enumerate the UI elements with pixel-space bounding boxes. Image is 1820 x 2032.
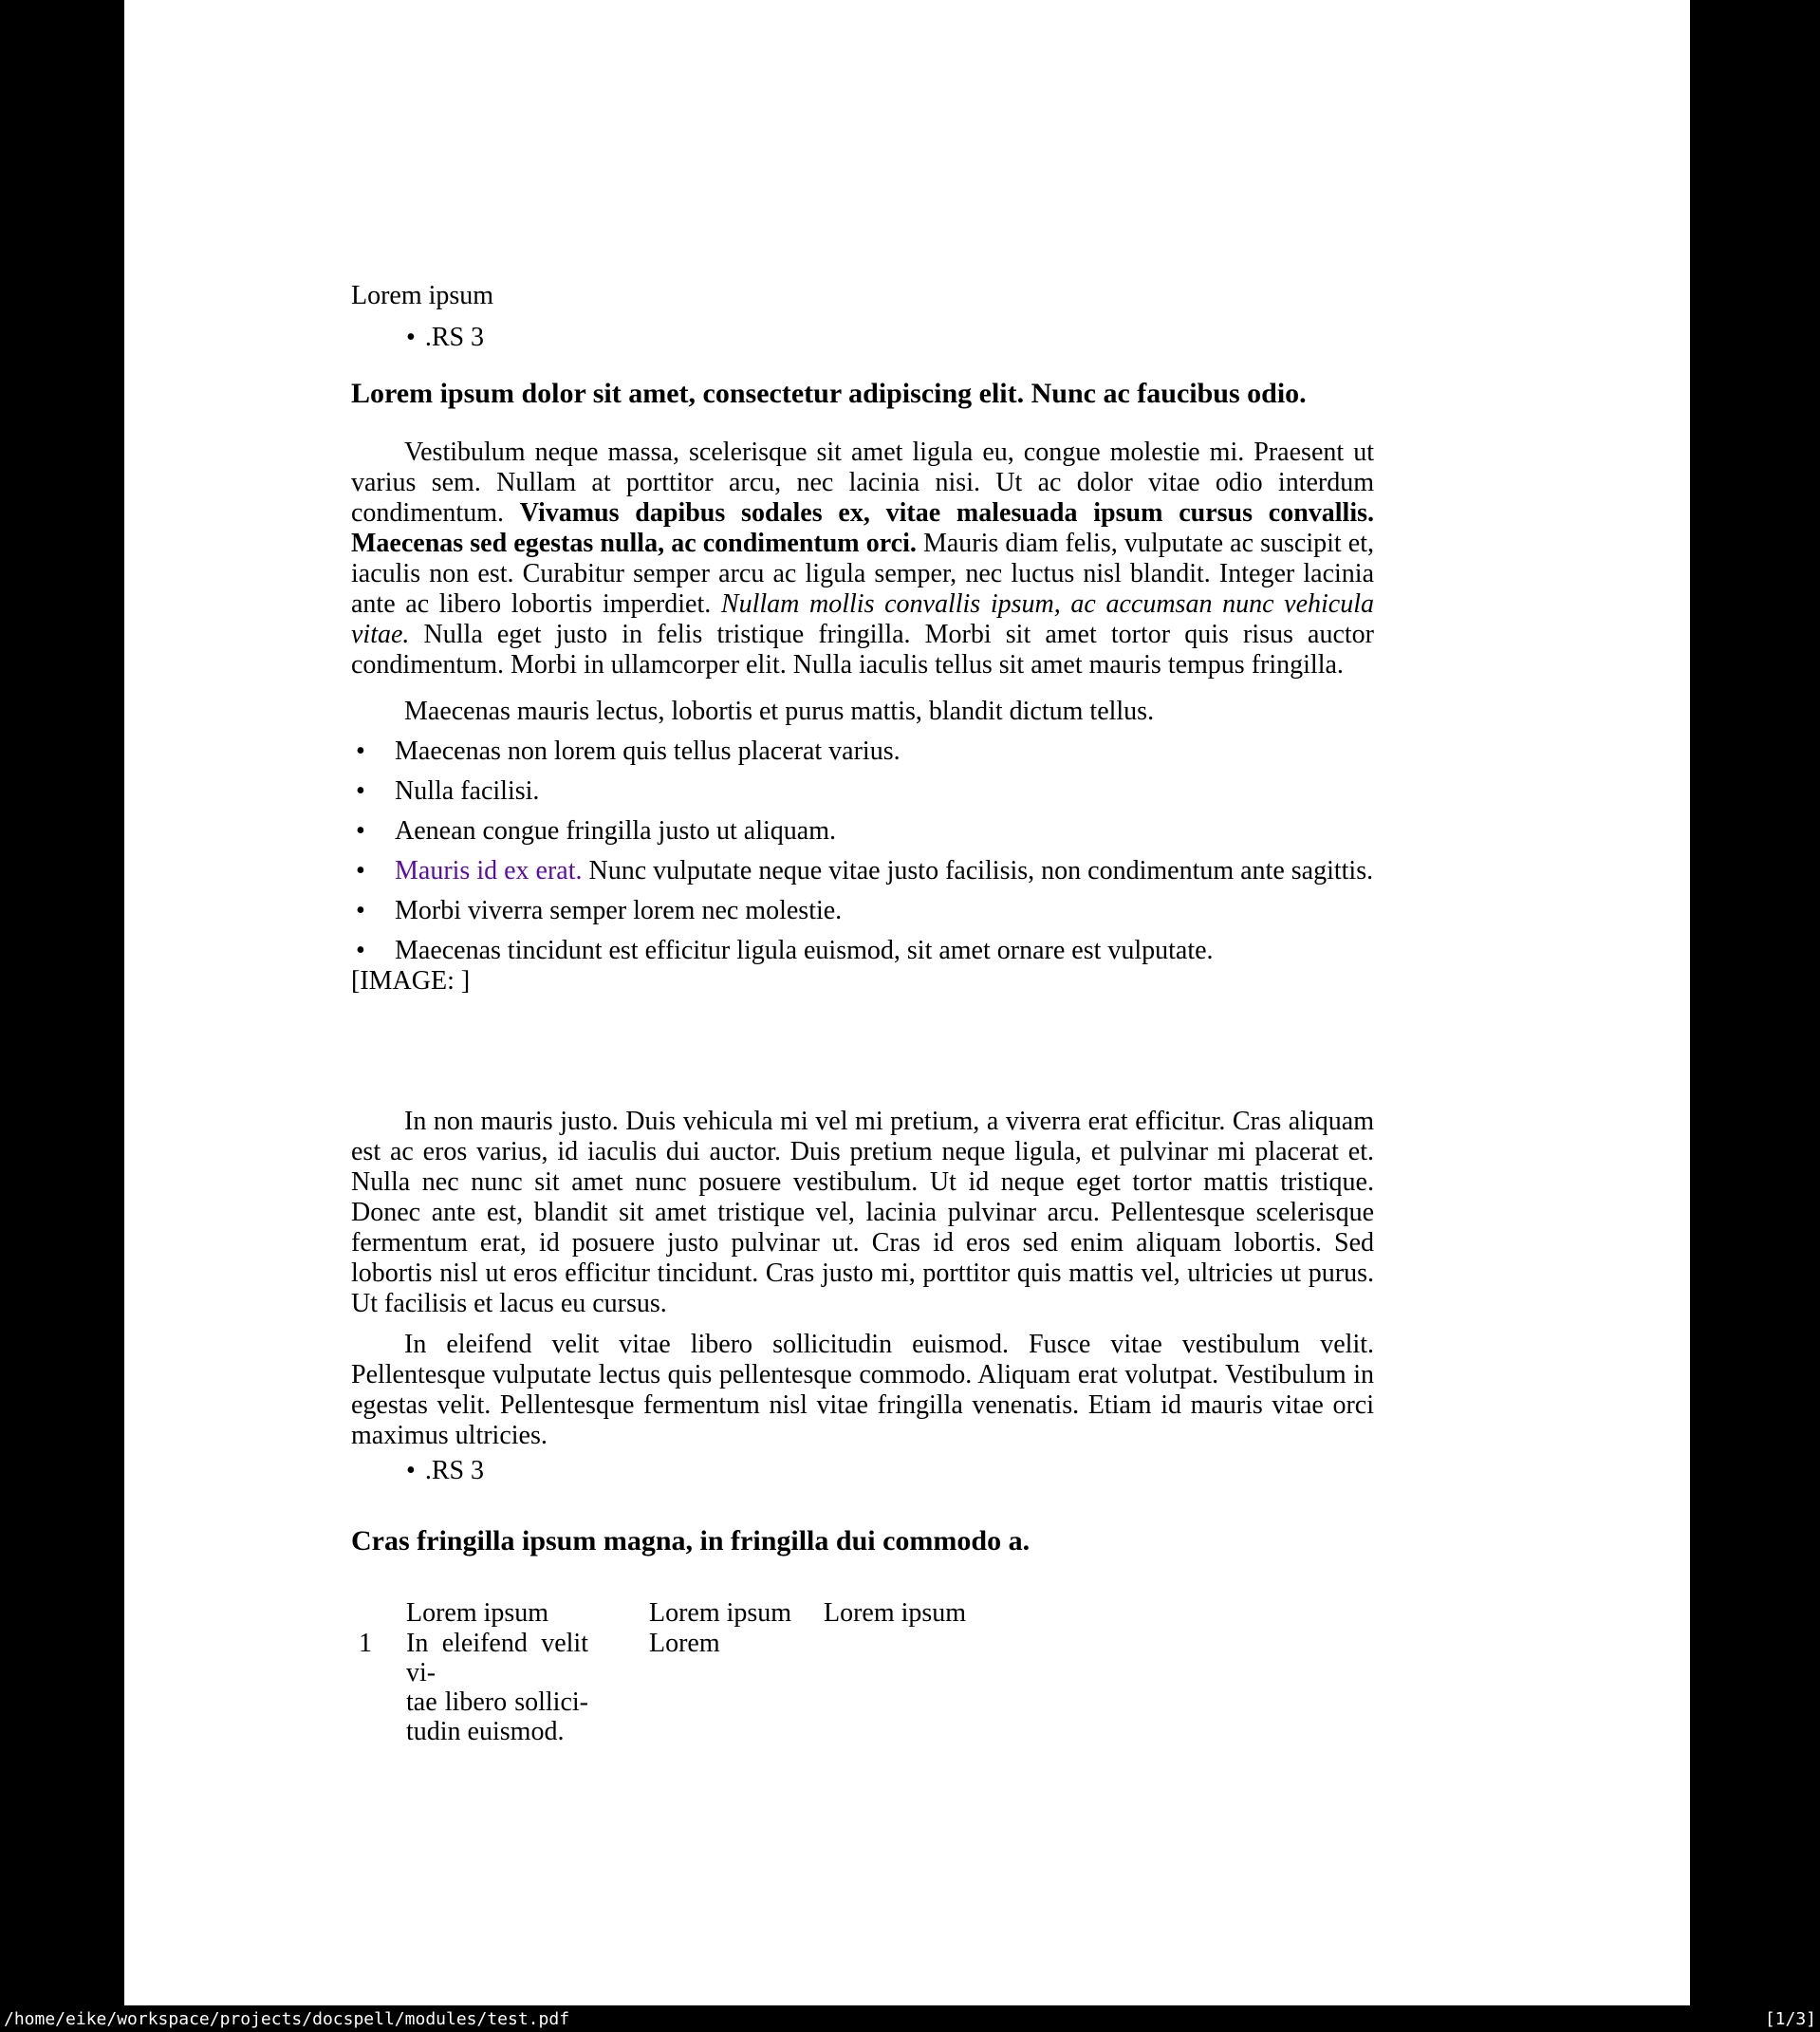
list-item-text: Nunc vulputate neque vitae justo facilisis, non condimentum ante sagittis. (582, 856, 1374, 886)
table-cell (406, 1629, 588, 1746)
list-item-text: Aenean congue fringilla justo ut aliquam. (395, 816, 836, 846)
table-header-row (351, 1598, 1374, 1628)
table-cell-line: tudin euismod. (406, 1717, 565, 1746)
rs-item-text: .RS 3 (424, 323, 485, 352)
rs-item-text: .RS 3 (424, 1456, 485, 1485)
table-header-cell: Lorem ipsum (824, 1598, 967, 1628)
statusbar-page-indicator: [1/3] (1764, 2008, 1816, 2029)
bullet-icon: • (356, 936, 365, 965)
list-item (351, 776, 1374, 807)
table-cell-line: In eleifend velit vi- (406, 1629, 588, 1687)
section-heading-1: Lorem ipsum dolor sit amet, consectetur adipiscing elit. Nunc ac faucibus odio. (351, 378, 1307, 409)
section-heading-2: Cras fringilla ipsum magna, in fringilla dui commodo a. (351, 1525, 1031, 1557)
pdf-page[interactable] (124, 0, 1690, 2005)
list-item (351, 816, 1374, 847)
list-item-text: Nulla facilisi. (395, 776, 540, 806)
page-content (351, 0, 1374, 2005)
bullet-icon: • (356, 896, 365, 925)
bullet-icon: • (406, 323, 416, 352)
list-item-text: Morbi viverra semper lorem nec molestie. (395, 896, 843, 925)
intro-text: Lorem ipsum (351, 281, 494, 310)
bullet-icon: • (356, 776, 365, 806)
table-cell-index: 1 (359, 1629, 372, 1658)
table-cell: Lorem (649, 1629, 720, 1658)
paragraph-1 (351, 438, 1374, 680)
bullet-icon: • (356, 816, 365, 846)
bullet-list (351, 736, 1374, 976)
rs-list-item-1 (406, 323, 484, 353)
paragraph-4: In eleifend velit vitae libero sollicitudin euismod. Fusce vitae vestibulum velit. Pellentesque vulputate lectus quis pellentesque commodo. Aliquam erat volutpat. Vestibulum in egestas velit. Pellentesque fermentum nisl vitae fringilla venenatis. Etiam id mauris vitae orci maximus ultricies. (351, 1330, 1374, 1450)
paragraph-3: In non mauris justo. Duis vehicula mi vel mi pretium, a viverra erat efficitur. Cras aliquam est ac eros varius, id iaculis dui auctor. Duis pretium neque ligula, et pulvinar mi placerat et. Nulla nec nunc sit amet nunc posuere vestibulum. Ut id neque eget tortor mattis tristique. Donec ante est, blandit sit amet tristique vel, lacinia pulvinar arcu. Pellentesque scelerisque fermentum erat, id posuere justo pulvinar ut. Cras id eros sed enim aliquam lobortis. Sed lobortis nisl ut eros efficitur tincidunt. Cras justo mi, porttitor quis mattis vel, ultricies ut purus. Ut facilisis et lacus eu cursus. (351, 1107, 1374, 1318)
link-mauris-id-ex-erat[interactable]: Mauris id ex erat. (395, 856, 583, 886)
table-header-cell: Lorem ipsum (649, 1598, 792, 1628)
paragraph-1-text: Vestibulum neque massa, scelerisque sit amet ligula eu, congue molestie mi. Praesent ut varius sem. Nullam at porttitor arcu, nec lacinia nisi. Ut ac dolor vitae odio interdum condimentum. (351, 438, 1374, 528)
list-item (351, 736, 1374, 767)
list-item (351, 856, 1374, 886)
table-header-cell: Lorem ipsum (406, 1598, 549, 1628)
list-item (351, 896, 1374, 926)
paragraph-2: Maecenas mauris lectus, lobortis et purus mattis, blandit dictum tellus. (404, 697, 1155, 726)
paragraph-1-bold: Vivamus dapibus sodales ex, vitae malesuada ipsum cursus convallis. Maecenas sed egestas nulla, ac condimentum orci. (351, 498, 1374, 558)
list-item (351, 936, 1374, 966)
bullet-icon: • (356, 736, 365, 766)
bullet-icon: • (356, 856, 365, 886)
paragraph-1-italic: Nullam mollis convallis ipsum, ac accumsan nunc vehicula vitae. (351, 589, 1375, 649)
image-placeholder: [IMAGE: ] (351, 966, 471, 996)
list-item-text: Maecenas non lorem quis tellus placerat varius. (395, 736, 901, 766)
list-item-text: Maecenas tincidunt est efficitur ligula euismod, sit amet ornare est vulputate. (395, 936, 1214, 965)
intro-line (351, 281, 1374, 311)
bullet-icon: • (406, 1456, 416, 1485)
statusbar-file-path: /home/eike/workspace/projects/docspell/modules/test.pdf (4, 2008, 570, 2029)
paragraph-1-text: Nulla eget justo in felis tristique fringilla. Morbi sit amet tortor quis risus auctor condimentum. Morbi in ullamcorper elit. Nulla iaculis tellus sit amet mauris tempus fringilla. (351, 620, 1374, 680)
statusbar (0, 2005, 1820, 2032)
rs-list-item-2 (406, 1456, 484, 1486)
table-cell-line: tae libero sollici- (406, 1687, 588, 1717)
paragraph-1-text: Mauris diam felis, vulputate ac suscipit et, iaculis non est. Curabitur semper arcu ac ligula semper, nec luctus nisl blandit. Integer lacinia ante ac libero lobortis imperdiet. (351, 529, 1374, 619)
